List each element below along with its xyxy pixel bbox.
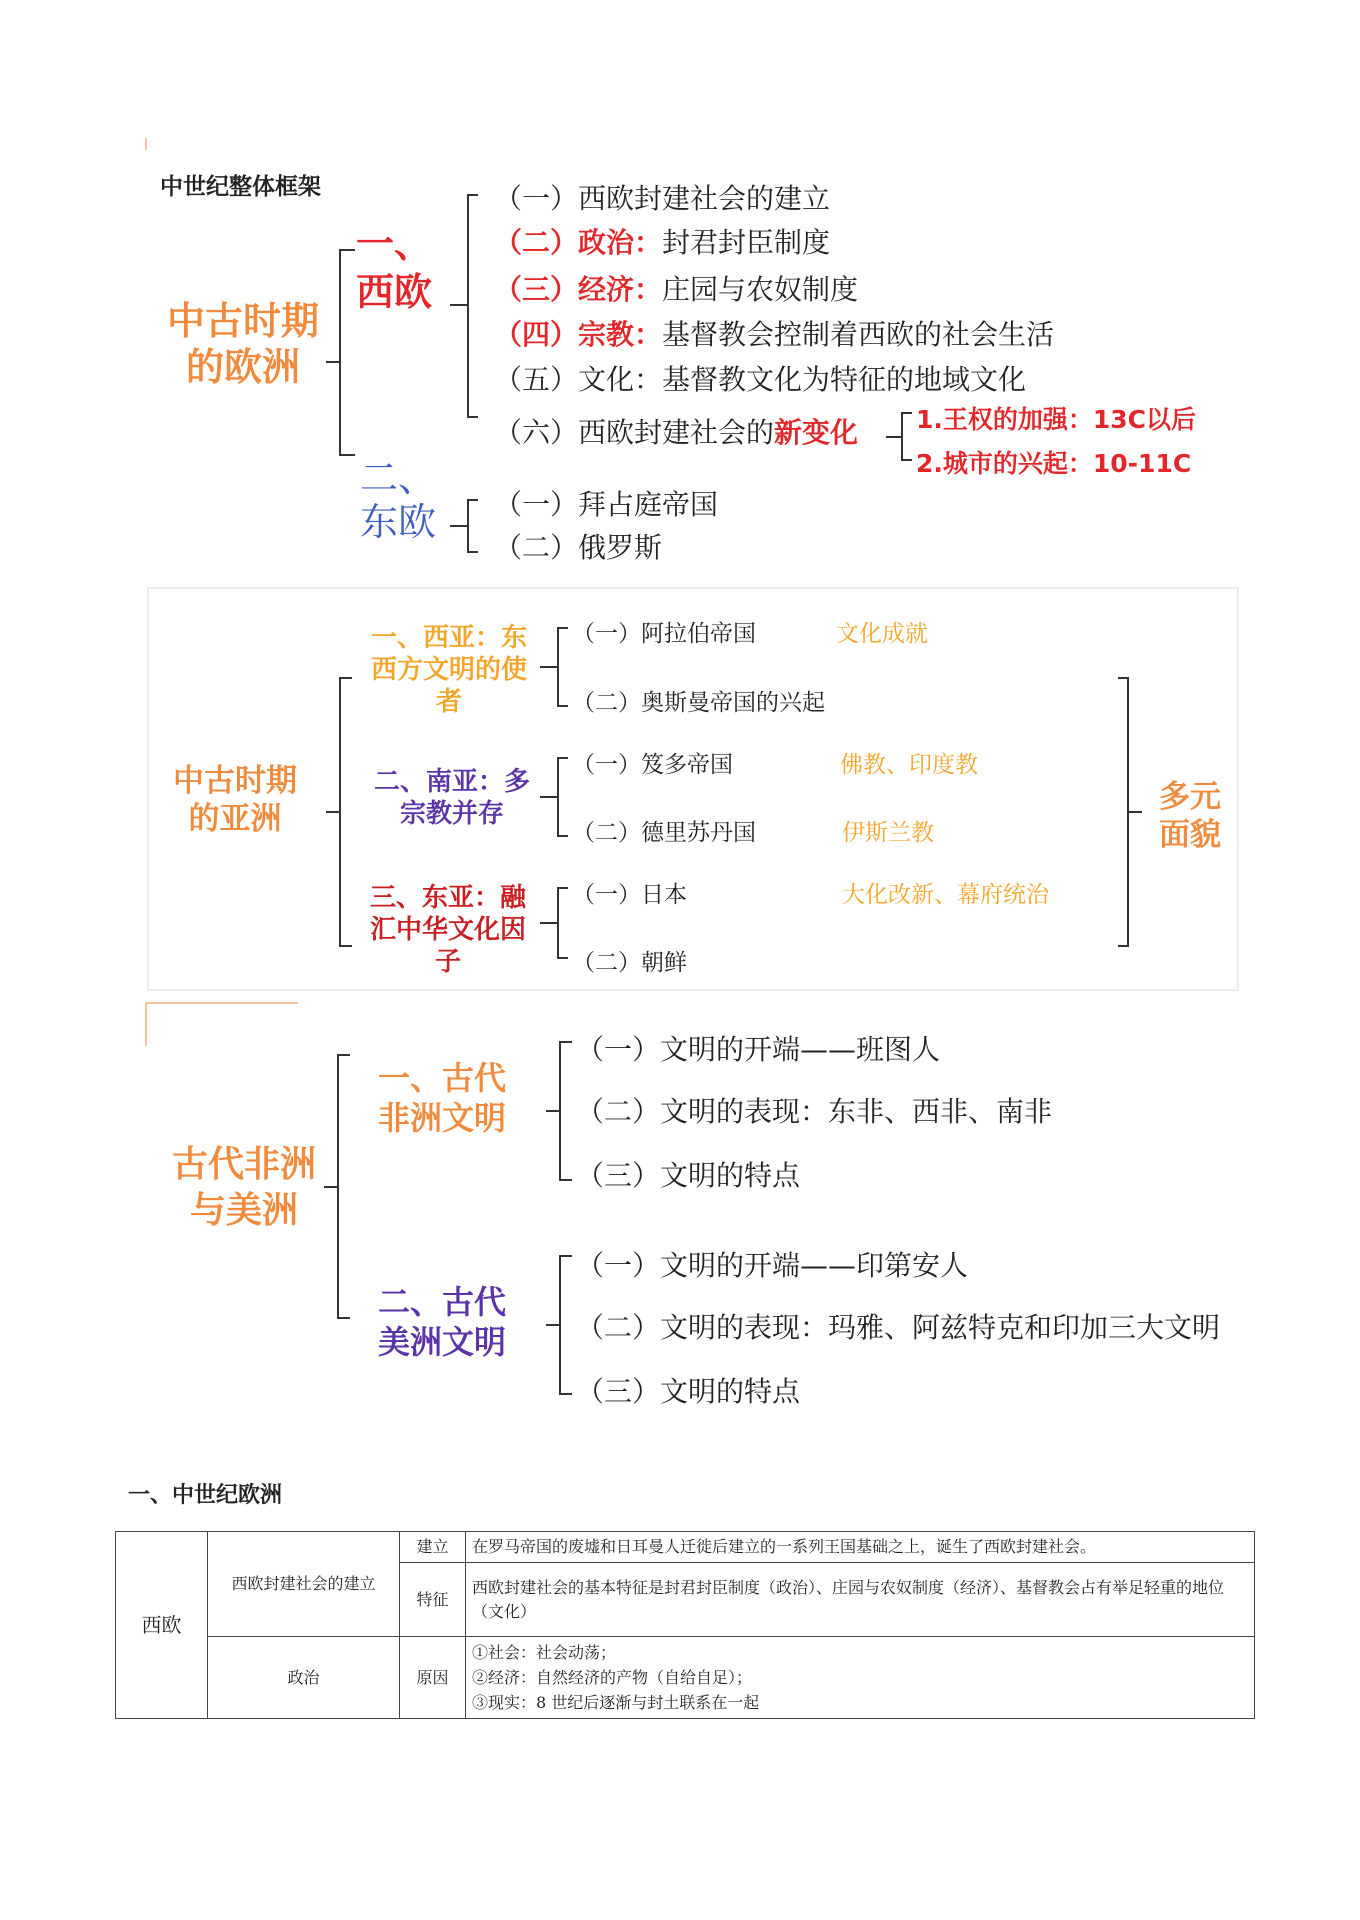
east-asia-item-2: （二）朝鲜 — [572, 950, 687, 976]
key-cell: 建立 — [400, 1532, 466, 1563]
south-asia-note-2: 伊斯兰教 — [842, 820, 934, 846]
africa-item-1: （一）文明的开端——班图人 — [576, 1033, 941, 1066]
content-cell: 在罗马帝国的废墟和日耳曼人迁徙后建立的一系列王国基础之上，诞生了西欧封建社会。 — [466, 1532, 1255, 1563]
south-asia-item-1: （一）笈多帝国 — [572, 752, 733, 778]
east-asia-label: 三、东亚：融汇中华文化因子 — [369, 883, 526, 977]
africa-item-2: （二）文明的表现：东非、西非、南非 — [576, 1095, 1053, 1128]
overview-title: 中世纪整体框架 — [160, 174, 321, 200]
east-asia-item-1: （一）日本 — [572, 882, 687, 908]
south-asia-note-1: 佛教、印度教 — [840, 752, 978, 778]
america-item-1: （一）文明的开端——印第安人 — [576, 1249, 969, 1282]
west-asia-item-1: （一）阿拉伯帝国 — [572, 621, 756, 647]
content-cell: 西欧封建社会的基本特征是封君封臣制度（政治）、庄园与农奴制度（经济）、基督教会占有举足轻重的地位（文化） — [466, 1563, 1255, 1637]
america-item-3: （三）文明的特点 — [576, 1375, 801, 1408]
key-cell: 原因 — [400, 1637, 466, 1719]
west-asia-label: 一、西亚：东西方文明的使者 — [370, 623, 527, 717]
west-item-2: （二）政治：封君封臣制度 — [494, 226, 831, 259]
medieval-europe-table — [115, 1531, 1255, 1719]
asia-summary: 多元面貌 — [1159, 779, 1221, 853]
section-heading: 一、中世纪欧洲 — [128, 1483, 283, 1508]
west-item-1: （一）西欧封建社会的建立 — [494, 182, 831, 215]
change-2: 2.城市的兴起：10-11C — [916, 449, 1192, 478]
south-asia-item-2: （二）德里苏丹国 — [572, 820, 756, 846]
africa-america-root-label: 古代非洲与美洲 — [171, 1144, 316, 1231]
west-item-6: （六）西欧封建社会的新变化 — [494, 416, 859, 449]
west-item-5: （五）文化：基督教文化为特征的地域文化 — [494, 363, 1027, 396]
topic-cell: 西欧封建社会的建立 — [208, 1532, 400, 1637]
east-item-2: （二）俄罗斯 — [494, 531, 663, 564]
west-asia-note-1: 文化成就 — [836, 621, 928, 647]
region-cell: 西欧 — [116, 1532, 208, 1719]
content-line: ①社会：社会动荡； — [472, 1643, 617, 1662]
east-asia-note-1: 大化改新、幕府统治 — [842, 882, 1049, 908]
america-item-2: （二）文明的表现：玛雅、阿兹特克和印加三大文明 — [576, 1311, 1221, 1344]
west-item-4: （四）宗教：基督教会控制着西欧的社会生活 — [494, 318, 1055, 351]
west-europe-label: 一、西欧 — [356, 222, 433, 314]
change-1: 1.王权的加强：13C以后 — [916, 405, 1197, 434]
west-asia-item-2: （二）奥斯曼帝国的兴起 — [572, 690, 825, 716]
content-cell — [466, 1637, 1255, 1719]
content-line: ③现实：8 世纪后逐渐与封土联系在一起 — [472, 1693, 760, 1712]
east-europe-label: 二、东欧 — [360, 456, 437, 544]
table-row — [116, 1532, 1255, 1563]
ancient-africa-label: 一、古代非洲文明 — [377, 1059, 506, 1137]
europe-root-label: 中古时期的欧洲 — [166, 299, 319, 389]
topic-cell: 政治 — [208, 1637, 400, 1719]
ancient-america-label: 二、古代美洲文明 — [377, 1283, 506, 1361]
west-item-3: （三）经济：庄园与农奴制度 — [494, 273, 859, 306]
south-asia-label: 二、南亚：多宗教并存 — [373, 767, 530, 829]
africa-item-3: （三）文明的特点 — [576, 1159, 801, 1192]
table-row — [116, 1637, 1255, 1719]
key-cell: 特征 — [400, 1563, 466, 1637]
asia-root-label: 中古时期的亚洲 — [173, 763, 297, 837]
east-item-1: （一）拜占庭帝国 — [494, 488, 719, 521]
content-line: ②经济：自然经济的产物（自给自足）； — [472, 1668, 753, 1687]
